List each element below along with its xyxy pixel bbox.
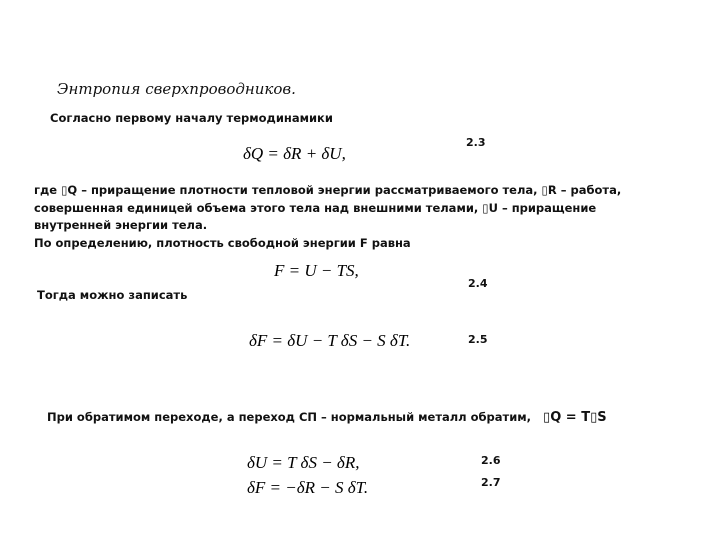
- intro-text: Согласно первому началу термодинамики: [50, 111, 333, 125]
- transition-formula: ▯Q = T▯S: [543, 410, 607, 425]
- equation-number-2-3: 2.3: [466, 136, 486, 149]
- transition-sentence: При обратимом переходе, а переход СП – нормальный металл обратим,: [47, 410, 532, 424]
- equation-number-2-6: 2.6: [481, 454, 501, 467]
- equation-number-2-4: 2.4: [468, 277, 488, 290]
- paragraph-line-2: совершенная единицей объема этого тела над внешними телами, ▯U – приращение: [34, 200, 597, 215]
- then-write-text: Тогда можно записать: [37, 288, 188, 302]
- equation-2-7: δF = −δR − S δT.: [247, 478, 369, 497]
- equation-2-3: δQ = δR + δU,: [243, 144, 346, 163]
- paragraph-line-1: где ▯Q – приращение плотности тепловой энергии рассматриваемого тела, ▯R – работа,: [34, 183, 622, 197]
- equation-free-energy: F = U − TS,: [274, 261, 359, 280]
- paragraph-line-4: По определению, плотность свободной энергии F равна: [34, 235, 411, 250]
- equation-2-6: δU = T δS − δR,: [247, 453, 360, 472]
- transition-text: [47, 410, 607, 425]
- equation-number-2-7: 2.7: [481, 476, 501, 489]
- page-title: Энтропия сверхпроводников.: [57, 80, 296, 98]
- equation-number-2-5: 2.5: [468, 333, 488, 346]
- definition-paragraph: [34, 182, 654, 252]
- paragraph-line-3: внутренней энергии тела.: [34, 218, 208, 232]
- equation-2-5: δF = δU − T δS − S δT.: [249, 331, 411, 350]
